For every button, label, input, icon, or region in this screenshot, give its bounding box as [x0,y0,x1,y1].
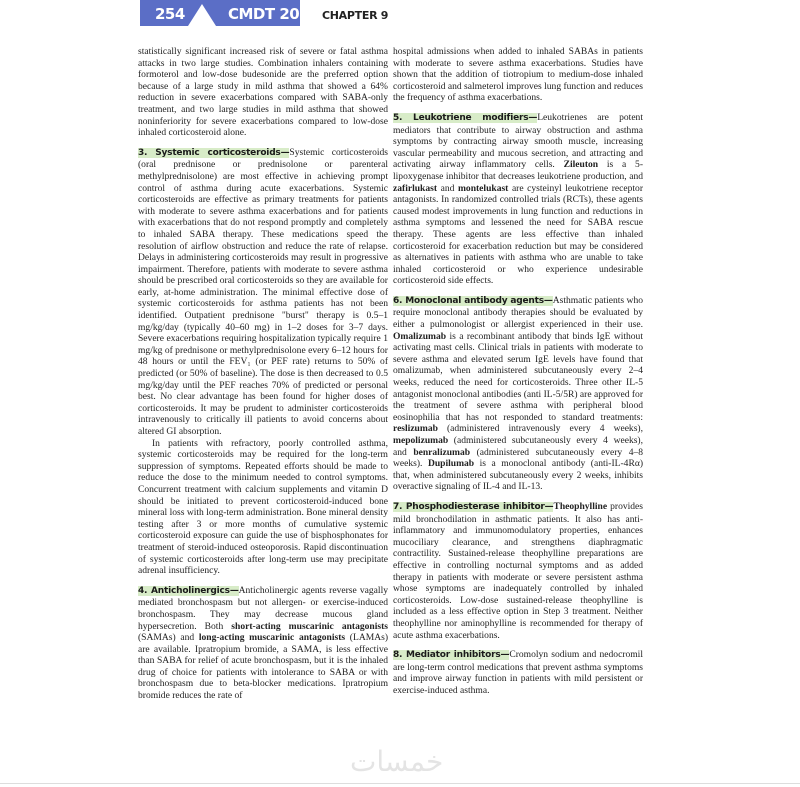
paragraph [138,585,388,702]
paragraph [138,147,388,438]
body-text: Asthmatic patients who require monoclonal antibody therapies should be evaluated by either a pulmonologist or allergist experienced in their use. [393,294,644,331]
bold-term: Theophylline [553,500,608,512]
body-text: statistically significant increased risk of severe or fatal asthma attacks in two large studies. Combination inhalers containing formoterol and low-dose budesonide are the preferred option because of a large study in mild asthma that showed a 64% reduction in severe exacerbations compared with SABA-only treatment, and two large studies in mild asthma that showed noninferiority for severe exacerbations compared to low-dose inhaled corticosteroid alone. [138,46,388,139]
paragraph [138,46,388,139]
paragraph [393,46,643,104]
section-heading: 8. Mediator inhibitors— [393,650,510,661]
paragraph [138,438,388,577]
body-text: and [437,182,458,194]
bold-term: benralizumab [413,446,471,458]
body-text: (SAMAs) and [138,632,199,644]
chapter-label: CHAPTER 9 [322,9,389,22]
bold-term: reslizumab [393,423,438,435]
book-title: CMDT 2023 [228,5,320,23]
bold-term: montelukast [457,182,509,194]
bold-term: zafirlukast [393,182,438,194]
right-column [393,46,643,696]
body-text: Leukotrienes are potent mediators that contribute to airway obstruction and asthma symptoms by contracting airway smooth muscle, increasing vascular permeability and mucous secretion, and attracting and activating airway inflammatory cells. [393,111,643,171]
body-text: are cysteinyl leukotriene receptor antagonists. In randomized controlled trials (RCTs), these agents caused modest improvements in lung function and reductions in asthma symptoms and lessened the need for SABA rescue therapy. These agents are less effective than inhaled corticosteroid for exacerbation reduction but may be considered as alternatives in patients with asthma who are unable to take inhaled corticosteroid or who experience undesirable corticosteroid side effects. [393,182,643,287]
section-heading: 6. Monoclonal antibody agents— [393,295,553,306]
body-text: Anticholinergic agents reverse vagally mediated bronchospasm but not allergen- or exercise-induced bronchospasm. They may decrease mucous gland hypersecretion. Both [138,584,388,632]
watermark-logo: خمسات [350,745,444,778]
section-heading: 7. Phosphodiesterase inhibitor— [393,501,554,512]
section-heading: 5. Leukotriene modifiers— [393,112,538,123]
paragraph [393,649,643,696]
body-text: is a recombinant antibody that binds IgE without activating mast cells. Clinical trials in patients with moderate to severe asthma and elevated serum IgE levels have found that omalizumab, when administered subcutaneously every 2–4 weeks, reduced the need for corticosteroids. Three other IL-5 antagonist monoclonal antibodies (anti IL-5/5R) are approved for the treatment of severe asthma with peripheral blood eosinophilia that has not responded to standard treatments: [393,330,643,423]
page-number: 254 [155,5,185,23]
body-text: is a 5-lipoxygenase inhibitor that decreases leukotriene production, and [393,159,644,182]
body-text: (LAMAs) are available. Ipratropium bromide, a SAMA, is less effective than SABA for relief of acute bronchospasm, but it is the inhaled drug of choice for patients with intolerance to SABA or with bronchospasm due to beta-blocker medications. Ipratropium bromide reduces the rate of [138,632,388,702]
body-text: In patients with refractory, poorly controlled asthma, systemic corticosteroids may be required for the long-term suppression of symptoms. Repeated efforts should be made to reduce the dose to the minimum needed to control symptoms. Concurrent treatment with calcium supplements and vitamin D should be initiated to prevent corticosteroid-induced bone mineral loss with long-term administration. Bone mineral density testing after 3 or more months of cumulative systemic corticosteroid exposure can guide the use of bisphosphonates for treatment of steroid-induced osteoporosis. Rapid discontinuation of systemic corticosteroids after long-term use may precipitate adrenal insufficiency. [138,437,388,577]
bold-term: long-acting muscarinic antagonists [198,632,346,644]
bold-term: mepolizumab [393,435,449,446]
paragraph [393,501,643,641]
body-text: is a monoclonal antibody (anti-IL-4Rα) that, when administered subcutaneously every 2 weeks, inhibits overactive signaling of IL-4 and IL-13. [393,458,643,493]
body-text: (administered subcutaneously every 4–8 weeks). [393,446,644,470]
body-text: hospital admissions when added to inhaled SABAs in patients with moderate to severe asthma exacerbations. Studies have shown that the addition of tiotropium to medium-dose inhaled corticosteroid and salmeterol improves lung function and reduces the frequency of asthma exacerbations. [393,46,643,104]
body-text: Systemic corticosteroids (oral prednisone or prednisolone or parenteral methylprednisolone) are most effective in achieving prompt control of asthma during acute exacerbations. Systemic corticosteroids are effective as primary treatments for patients with moderate to severe asthma exacerbations and for patients with exacerbations that do not respond promptly and completely to inhaled SABA therapy. These medications speed the resolution of airflow obstruction and reduce the rate of relapse. Delays in administering corticosteroids may result in progressive impairment. Therefore, patients with moderate to severe asthma should be prescribed oral corticosteroids so they are available for early, at-home administration. The minimal effective dose of systemic corticosteroids for asthma patients has not been identified. Outpatient prednisone "burst" therapy is 0.5–1 mg/kg/day (typically 40–60 mg) in 1–2 doses for 3–7 days. Severe exacerbations requiring hospitalization typically require 1 mg/kg of prednisone or methylprednisolone every 6–12 hours for 48 hours or until the FEV₁ (or PEF rate) returns to 50% of predicted (or 50% of baseline). The dose is then decreased to 0.5 mg/kg/day until the PEF reaches 70% of predicted or personal best. No clear advantage has been found for higher doses of corticosteroids. It may be prudent to administer corticosteroids intravenously to critically ill patients to avoid concerns about altered GI absorption. [138,146,388,437]
header-notch [188,4,216,26]
bold-term: Omalizumab [393,330,447,342]
section-heading: 4. Anticholinergics— [138,585,239,596]
body-text: (administered subcutaneously every 4 weeks), and [393,435,643,458]
paragraph [393,112,643,287]
page-bottom-divider [0,783,800,784]
section-heading: 3. Systemic corticosteroids— [138,147,290,158]
bold-term: Zileuton [563,159,599,171]
body-text: (administered intravenously every 4 weeks), [437,423,643,435]
body-text: provides mild bronchodilation in asthmatic patients. It also has anti-inflammatory and immunomodulatory properties, enhances mucociliary clearance, and strengthens diaphragmatic contractility. Sustained-release theophylline preparations are effective in controlling nocturnal symptoms and as added therapy in patients with moderate or severe persistent asthma whose symptoms are inadequately controlled by inhaled corticosteroids. Low-dose sustained-release theophylline is included as a less effective option in Step 3 treatment. Neither theophylline nor aminophylline is recommended for therapy of acute asthma exacerbations. [393,500,643,641]
bold-term: short-acting muscarinic antagonists [231,620,388,632]
bold-term: Dupilumab [427,458,475,470]
left-column [138,46,388,702]
paragraph [393,295,643,493]
body-text: Cromolyn sodium and nedocromil are long-term control medications that prevent asthma symptoms and improve airway function in patients with mild persistent or exercise-induced asthma. [393,649,643,696]
